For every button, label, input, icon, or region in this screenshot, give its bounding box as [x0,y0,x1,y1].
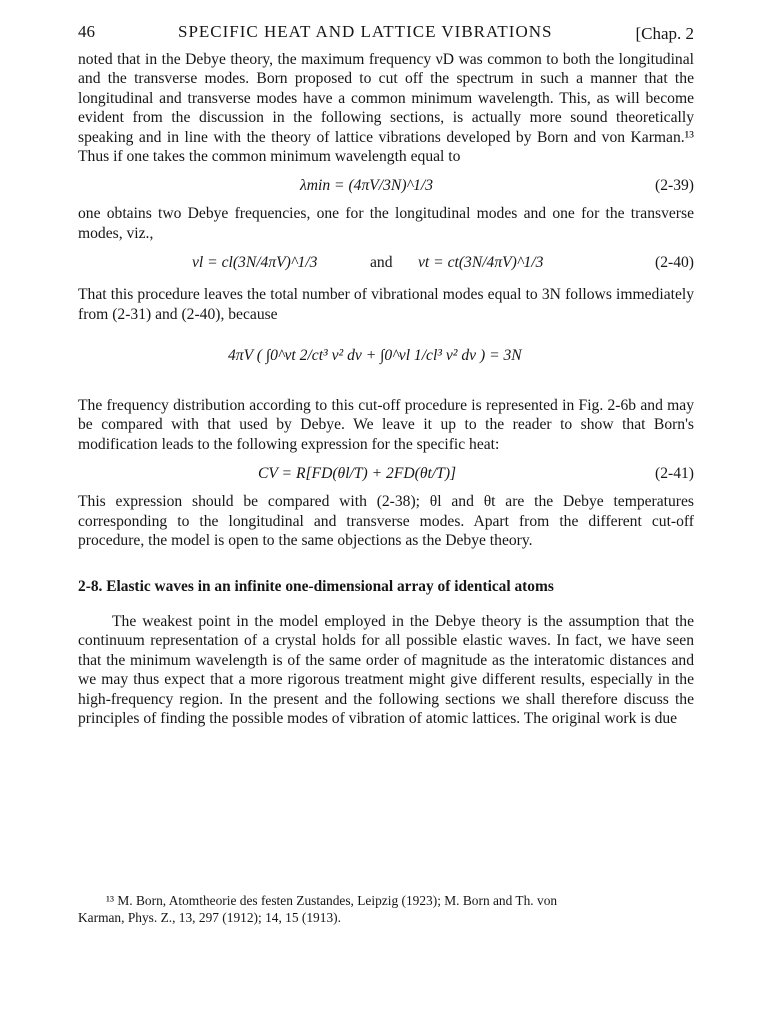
equation-2-40 [78,253,694,275]
equation-number: (2-39) [655,177,694,195]
running-title: SPECIFIC HEAT AND LATTICE VIBRATIONS [178,22,553,41]
equation-expression-left: νl = cl(3N/4πV)^1/3 [192,254,318,272]
paragraph: one obtains two Debye frequencies, one for the longitudinal modes and one for the transverse modes, viz., [78,205,694,242]
footnote-line: ¹³ M. Born, Atomtheorie des festen Zustandes, Leipzig (1923); M. Born and Th. von [106,893,558,908]
running-header [78,22,694,46]
equation-expression: 4πV ( ∫0^νt 2/ct³ ν² dν + ∫0^νl 1/cl³ ν² dν ) = 3N [228,347,522,365]
equation-number: (2-40) [655,254,694,272]
equation-expression: CV = R[FD(θl/T) + 2FD(θt/T)] [258,465,457,483]
paragraph: noted that in the Debye theory, the maximum frequency νD was common to both the longitudinal and the transverse modes. Born proposed to cut off the spectrum in such a manner that the longitudinal and transverse modes have a common minimum wavelength. This, as will become evident from the discussion in the following sections, is actually more sound theoretically speaking and in line with the theory of lattice vibrations developed by Born and von Karman.¹³ Thus if one takes the common minimum wavelength equal to [78,51,694,166]
paragraph: The frequency distribution according to this cut-off procedure is represented in Fig. 2-6b and may be compared with that used by Debye. We leave it up to the reader to show that Born's modification leads to the following expression for the specific heat: [78,397,694,453]
section-heading: 2-8. Elastic waves in an infinite one-dimensional array of identical atoms [78,577,554,595]
equation-2-39 [78,176,694,198]
page-body [78,50,694,728]
equation-joiner: and [370,254,393,272]
chapter-label: [Chap. 2 [635,24,694,43]
equation-2-41 [78,464,694,486]
paragraph: This expression should be compared with (2-38); θl and θt are the Debye temperatures corresponding to the longitudinal and transverse modes. Apart from the different cut-off procedure, the model is open to the same objections as the Debye theory. [78,493,694,550]
page-number: 46 [78,22,95,41]
paragraph: The weakest point in the model employed in the Debye theory is the assumption that the continuum representation of a crystal holds for all possible elastic waves. In fact, we have seen that the minimum wavelength is of the same order of magnitude as the interatomic distances and we may thus expect that a more rigorous treatment might give different results, especially in the high-frequency region. In the present and the following sections we shall therefore discuss the principles of finding the possible modes of vibration of atomic lattices. The original work is due [78,612,694,727]
equation-number: (2-41) [655,465,694,483]
footnote [78,892,694,926]
equation-expression: λmin = (4πV/3N)^1/3 [300,177,434,195]
equation-expression-right: νt = ct(3N/4πV)^1/3 [418,254,544,272]
equation-mode-count [78,332,694,388]
footnote-line: Karman, Phys. Z., 13, 297 (1912); 14, 15 (1913). [78,910,341,925]
paragraph: That this procedure leaves the total number of vibrational modes equal to 3N follows immediately from (2-31) and (2-40), because [78,286,694,323]
